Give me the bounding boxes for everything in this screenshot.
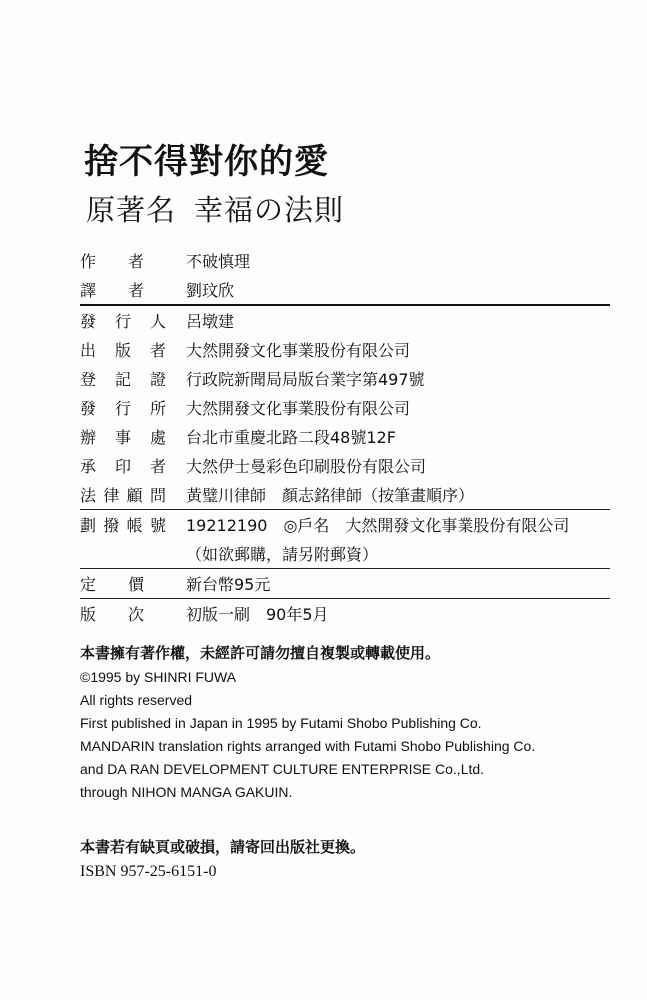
credit-row-edition <box>80 598 610 628</box>
credit-value: （如欲郵購，請另附郵資） <box>186 545 379 564</box>
credit-row-office <box>80 422 610 451</box>
credit-label: 法 律 顧 問 <box>80 486 166 505</box>
credit-value: 大然開發文化事業股份有限公司 <box>186 399 411 418</box>
credit-label: 定 價 <box>80 575 144 594</box>
original-title <box>86 188 344 229</box>
book-title: 捨不得對你的愛 <box>84 142 329 182</box>
credit-label: 辦 事 處 <box>80 428 166 447</box>
copyright-notice <box>80 640 620 804</box>
credit-row-legal <box>80 480 610 509</box>
credit-label: 發 行 人 <box>80 312 166 331</box>
credit-value: 新台幣95元 <box>186 575 271 594</box>
copyright-statement-zh: 本書擁有著作權，未經許可請勿擅自複製或轉載使用。 <box>80 644 441 662</box>
credit-row-registration <box>80 364 610 393</box>
credit-value: 呂墩建 <box>186 312 235 331</box>
credit-value: 初版一刷 90年5月 <box>186 605 329 624</box>
credit-label: 作 者 <box>80 252 144 271</box>
credit-row-translator <box>80 275 610 304</box>
credit-label: 版 次 <box>80 605 144 624</box>
credit-row-publisher-person <box>80 304 610 335</box>
page-footer <box>80 834 365 884</box>
credit-label: 發 行 所 <box>80 399 166 418</box>
credit-label: 譯 者 <box>80 281 144 300</box>
credit-row-distributor <box>80 393 610 422</box>
credit-row-author <box>80 246 610 275</box>
credit-row-publisher <box>80 335 610 364</box>
credit-value: 台北市重慶北路二段48號12F <box>186 428 396 447</box>
credit-value: 劉玟欣 <box>186 281 235 300</box>
copyright-line: ©1995 by SHINRI FUWA <box>80 669 237 685</box>
credit-value: 行政院新聞局局版台業字第497號 <box>186 370 425 389</box>
replacement-notice: 本書若有缺頁或破損，請寄回出版社更換。 <box>80 838 366 856</box>
credit-label: 承 印 者 <box>80 457 166 476</box>
credit-row-account <box>80 509 610 539</box>
isbn: ISBN 957-25-6151-0 <box>80 863 217 880</box>
credits-table <box>80 246 610 628</box>
original-title-prefix: 原著名 <box>86 193 177 227</box>
original-title-name: 幸福の法則 <box>194 193 345 227</box>
credit-row-printer <box>80 451 610 480</box>
credit-row-price <box>80 568 610 598</box>
copyright-line: All rights reserved <box>80 692 193 708</box>
credit-label: 出 版 者 <box>80 341 166 360</box>
copyright-line: and DA RAN DEVELOPMENT CULTURE ENTERPRISE Co.,Ltd. <box>80 761 485 777</box>
credit-value: 19212190 ◎戶名 大然開發文化事業股份有限公司 <box>186 516 570 535</box>
credit-value: 黃璧川律師 顏志銘律師（按筆畫順序） <box>186 486 475 505</box>
credit-value: 大然伊士曼彩色印刷股份有限公司 <box>186 457 427 476</box>
copyright-line: through NIHON MANGA GAKUIN. <box>80 784 293 800</box>
copyright-line: MANDARIN translation rights arranged with Futami Shobo Publishing Co. <box>80 738 536 754</box>
credit-value: 大然開發文化事業股份有限公司 <box>186 341 411 360</box>
copyright-line: First published in Japan in 1995 by Futami Shobo Publishing Co. <box>80 715 482 731</box>
credit-label: 登 記 證 <box>80 370 166 389</box>
credit-label: 劃 撥 帳 號 <box>80 516 166 535</box>
credit-row-mail-order <box>80 539 610 568</box>
credit-value: 不破慎理 <box>186 252 251 271</box>
